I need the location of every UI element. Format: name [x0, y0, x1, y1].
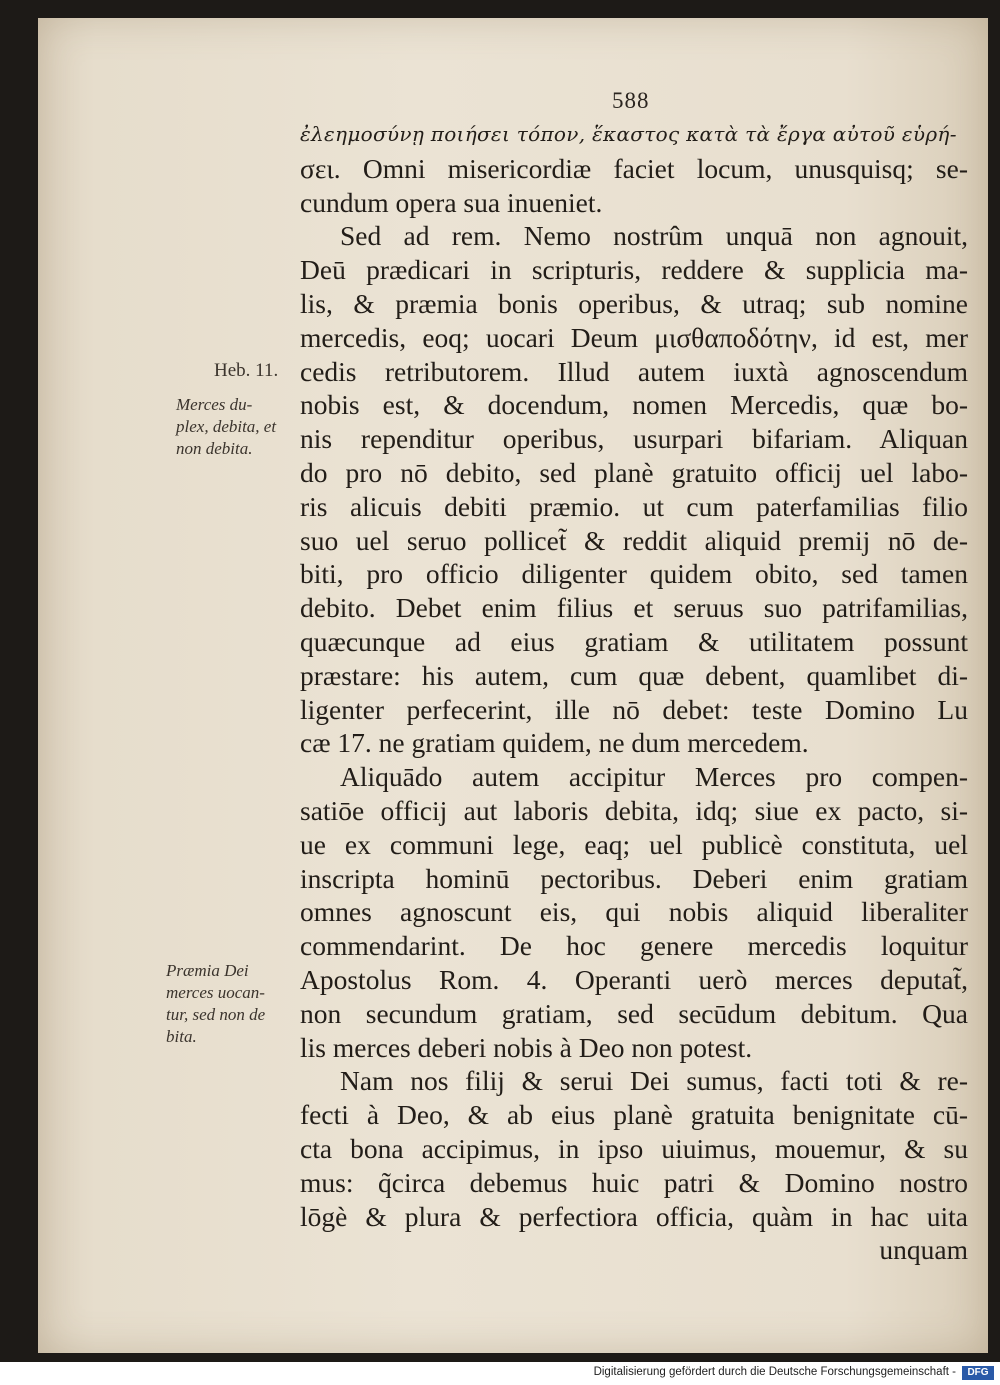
- margin-note-heb: Heb. 11.: [214, 360, 279, 381]
- margin-note-line: non debita.: [176, 439, 253, 458]
- margin-note-line: bita.: [166, 1027, 197, 1046]
- text-line: do pro nō debito, sed planè gratuito officij uel labo-: [300, 456, 968, 488]
- text-line: quæcunque ad eius gratiam & utilitatem possunt: [300, 625, 968, 657]
- text-line: ligenter perfecerint, ille nō debet: teste Domino Lu: [300, 693, 968, 725]
- text-line: Aliquādo autem accipitur Merces pro compen-: [340, 761, 968, 793]
- margin-note-line: merces uocan-: [166, 983, 265, 1002]
- catchword: unquam: [879, 1234, 968, 1266]
- text-line: ris alicuis debiti præmio. ut cum paterfamilias filio: [300, 490, 968, 522]
- text-line: cta bona accipimus, in ipso uiuimus, mouemur, & su: [300, 1132, 968, 1164]
- text-line: nis rependitur operibus, usurpari bifariam. Aliquan: [300, 423, 968, 455]
- text-line: lōgè & plura & perfectiora officia, quàm in hac uita: [300, 1200, 968, 1232]
- margin-note-line: Merces du-: [176, 395, 253, 414]
- text-line: Nam nos filij & serui Dei sumus, facti toti & re-: [340, 1065, 968, 1097]
- text-line: mus: q̃circa debemus huic patri & Domino nostro: [300, 1166, 968, 1198]
- margin-note-praemia: [166, 960, 265, 1048]
- text-line: lis merces deberi nobis à Deo non potest.: [300, 1031, 753, 1063]
- text-line: cundum opera sua inueniet.: [300, 186, 603, 218]
- footer-bar: [0, 1362, 1000, 1385]
- margin-note-line: Præmia Dei: [166, 961, 249, 980]
- text-line: σει. Omni misericordiæ faciet locum, unusquisq; se-: [300, 152, 968, 184]
- page-number: 588: [612, 88, 650, 113]
- text-line: Deū prædicari in scripturis, reddere & supplicia ma-: [300, 254, 968, 286]
- margin-note-line: tur, sed non de: [166, 1005, 266, 1024]
- margin-note-line: plex, debita, et: [176, 417, 277, 436]
- text-line: mercedis, eoq; uocari Deum μισθαποδότην, id est, mer: [300, 321, 968, 353]
- text-line: præstare: his autem, cum quæ debent, quamlibet di-: [300, 659, 968, 691]
- text-line: commendarint. De hoc genere mercedis loquitur: [300, 930, 968, 962]
- text-line: debito. Debet enim filius et seruus suo patrifamilias,: [300, 592, 968, 624]
- text-line: cæ 17. ne gratiam quidem, ne dum mercedem.: [300, 727, 809, 759]
- main-text: [300, 118, 968, 1267]
- text-line: lis, & præmia bonis operibus, & utraq; sub nomine: [300, 287, 968, 319]
- text-line: omnes agnoscunt eis, qui nobis aliquid liberaliter: [300, 896, 968, 928]
- text-line: Sed ad rem. Nemo nostrûm unquā non agnouit,: [340, 220, 968, 252]
- footer-credit: Digitalisierung gefördert durch die Deutsche Forschungsgemeinschaft -: [593, 1366, 956, 1378]
- text-line: biti, pro officio diligenter quidem obito, sed tamen: [300, 558, 968, 590]
- dfg-logo: DFG: [962, 1366, 994, 1380]
- text-line: ἐλεημοσύνῃ ποιήσει τόπον, ἕκαστος κατὰ τὰ ἔργα αὐτοῦ εὑρή-: [300, 122, 957, 146]
- text-line: non secundum gratiam, sed secūdum debitum. Qua: [300, 997, 968, 1029]
- text-line: satiōe officij aut laboris debita, idq; siue ex pacto, si-: [300, 794, 968, 826]
- text-line: ue ex communi lege, eaq; uel publicè constituta, uel: [300, 828, 968, 860]
- text-line: nobis est, & docendum, nomen Mercedis, quæ bo-: [300, 389, 968, 421]
- text-line: inscripta hominū pectoribus. Deberi enim gratiam: [300, 862, 968, 894]
- text-line: cedis retributorem. Illud autem iuxtà agnoscendum: [300, 355, 968, 387]
- text-line: suo uel seruo pollicet̃ & reddit aliquid premij nō de-: [300, 524, 968, 556]
- margin-note-merces: [176, 394, 276, 460]
- text-line: Apostolus Rom. 4. Operanti uerò merces deputat̃,: [300, 963, 968, 995]
- text-line: fecti à Deo, & ab eius planè gratuita benignitate cū-: [300, 1099, 968, 1131]
